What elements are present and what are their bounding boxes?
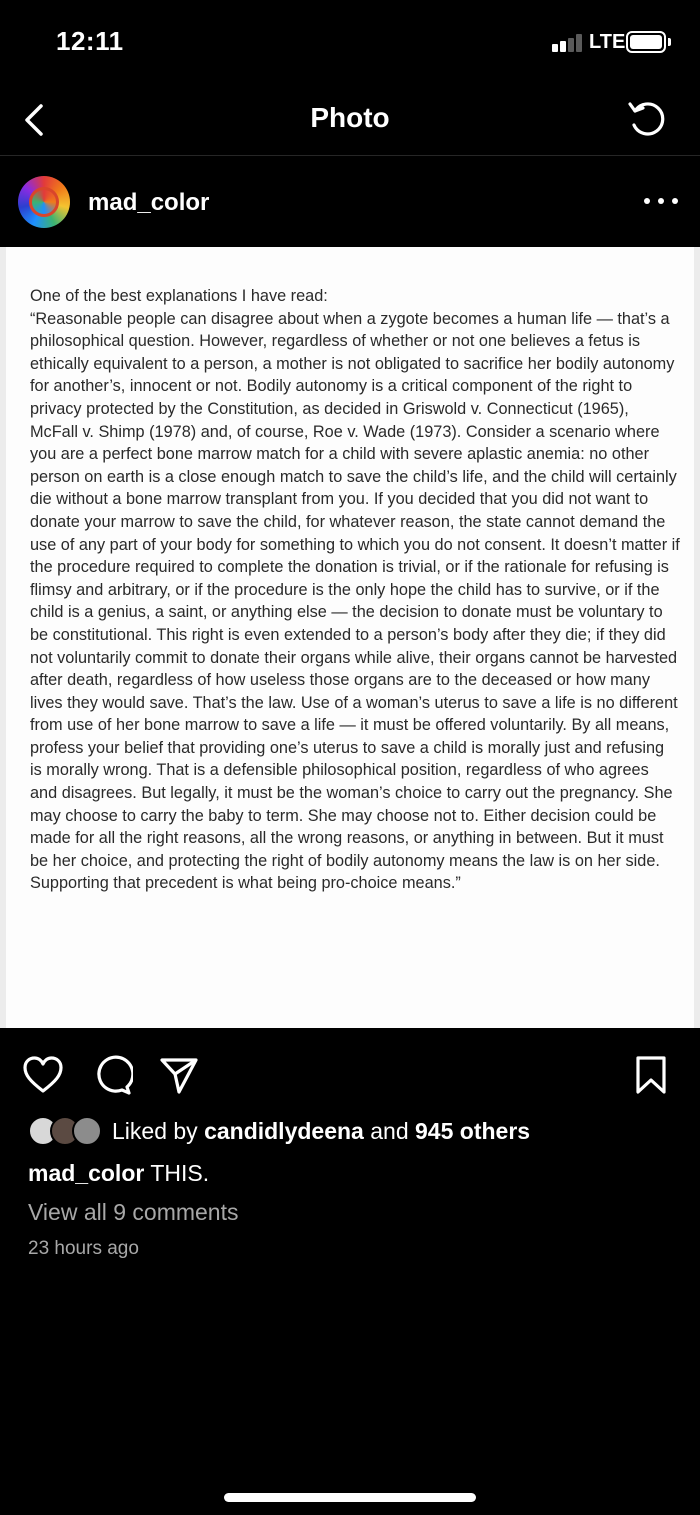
post-username[interactable]: mad_color (88, 189, 210, 216)
post-actions (0, 1030, 700, 1118)
avatar[interactable] (18, 176, 70, 228)
network-label: LTE (589, 31, 626, 53)
caption-username[interactable]: mad_color (28, 1160, 145, 1186)
likes-joiner: and (370, 1118, 409, 1144)
battery-icon (626, 31, 666, 53)
caption (28, 1160, 209, 1187)
send-icon (158, 1054, 200, 1096)
post-header (0, 156, 700, 246)
save-button[interactable] (628, 1052, 674, 1098)
battery-tip (668, 38, 671, 46)
likes-others[interactable]: 945 others (415, 1118, 531, 1144)
avatar (72, 1116, 102, 1146)
photo-text-intro: One of the best explanations I have read: (30, 287, 328, 305)
likes-prefix: Liked by (112, 1118, 198, 1144)
likes-text[interactable] (112, 1118, 530, 1145)
share-button[interactable] (156, 1052, 202, 1098)
bookmark-icon (633, 1054, 669, 1096)
heart-icon (22, 1055, 64, 1095)
view-comments-link[interactable]: View all 9 comments (28, 1199, 239, 1225)
likes-user[interactable]: candidlydeena (204, 1118, 364, 1144)
signal-icon (552, 34, 584, 52)
home-indicator[interactable] (224, 1493, 476, 1502)
photo-text (30, 285, 680, 895)
more-options-button[interactable] (644, 186, 678, 216)
post-timestamp: 23 hours ago (28, 1238, 139, 1259)
like-button[interactable] (20, 1052, 66, 1098)
likes-row (28, 1112, 678, 1152)
liker-avatars[interactable] (28, 1116, 108, 1146)
refresh-icon (626, 98, 668, 140)
status-bar (0, 0, 700, 84)
nav-header (0, 84, 700, 156)
ellipsis-icon (644, 198, 650, 204)
refresh-button[interactable] (624, 96, 670, 142)
photo-text-card (6, 247, 694, 1028)
page-title: Photo (310, 102, 390, 133)
post-photo[interactable] (0, 247, 700, 1028)
status-time: 12:11 (56, 26, 124, 56)
comment-button[interactable] (89, 1052, 135, 1098)
comment-icon (91, 1054, 133, 1096)
photo-text-body: “Reasonable people can disagree about when a zygote becomes a human life — that’s a philosophical question. However, regardless of whether or not one believes a fetus is ethically equivalent to a person, a mother is not obligated to sacrifice her bodily autonomy for another’s, innocent or not. Bodily autonomy is a critical component of the right to privacy protected by the Constitution, as decided in Griswold v. Connecticut (1965), McFall v. Shimp (1978) and, of course, Roe v. Wade (1973). Consider a scenario where you are a perfect bone marrow match for a child with severe aplastic anemia: no other person on earth is a close enough match to save the child’s life, and the child will certainly die without a bone marrow transplant from you. If you decided that you did not want to donate your marrow to save the child, for whatever reason, the state cannot demand the use of any part of your body for something to which you do not consent. It doesn’t matter if the procedure required to complete the donation is trivial, or if the rationale for refusing is flimsy and arbitrary, or if the procedure is the only hope the child has to survive, or if the child is a genius, a saint, or anything else — the decision to donate must be voluntary to be constitutional. This right is even extended to a person’s body after they die; if they did not voluntarily commit to donate their organs while alive, their organs cannot be harvested after death, regardless of how useless those organs are to the deceased or how many lives they would save. That’s the law. Use of a woman’s uterus to save a life is no different from use of her bone marrow to save a life — it must be offered voluntarily. By all means, profess your belief that providing one’s uterus to save a child is morally just and refusing is morally wrong. That is a defensible philosophical position, regardless of who agrees and disagrees. But legally, it must be the woman’s choice to carry out the pregnancy. She may choose to carry the baby to term. She may choose not to. Either decision could be made for all the right reasons, all the wrong reasons, or anything in between. But it must be her choice, and protecting the right of bodily autonomy means the law is on her side. Supporting that precedent is what being pro-choice means.” (30, 309, 680, 893)
caption-text: THIS. (150, 1160, 210, 1186)
